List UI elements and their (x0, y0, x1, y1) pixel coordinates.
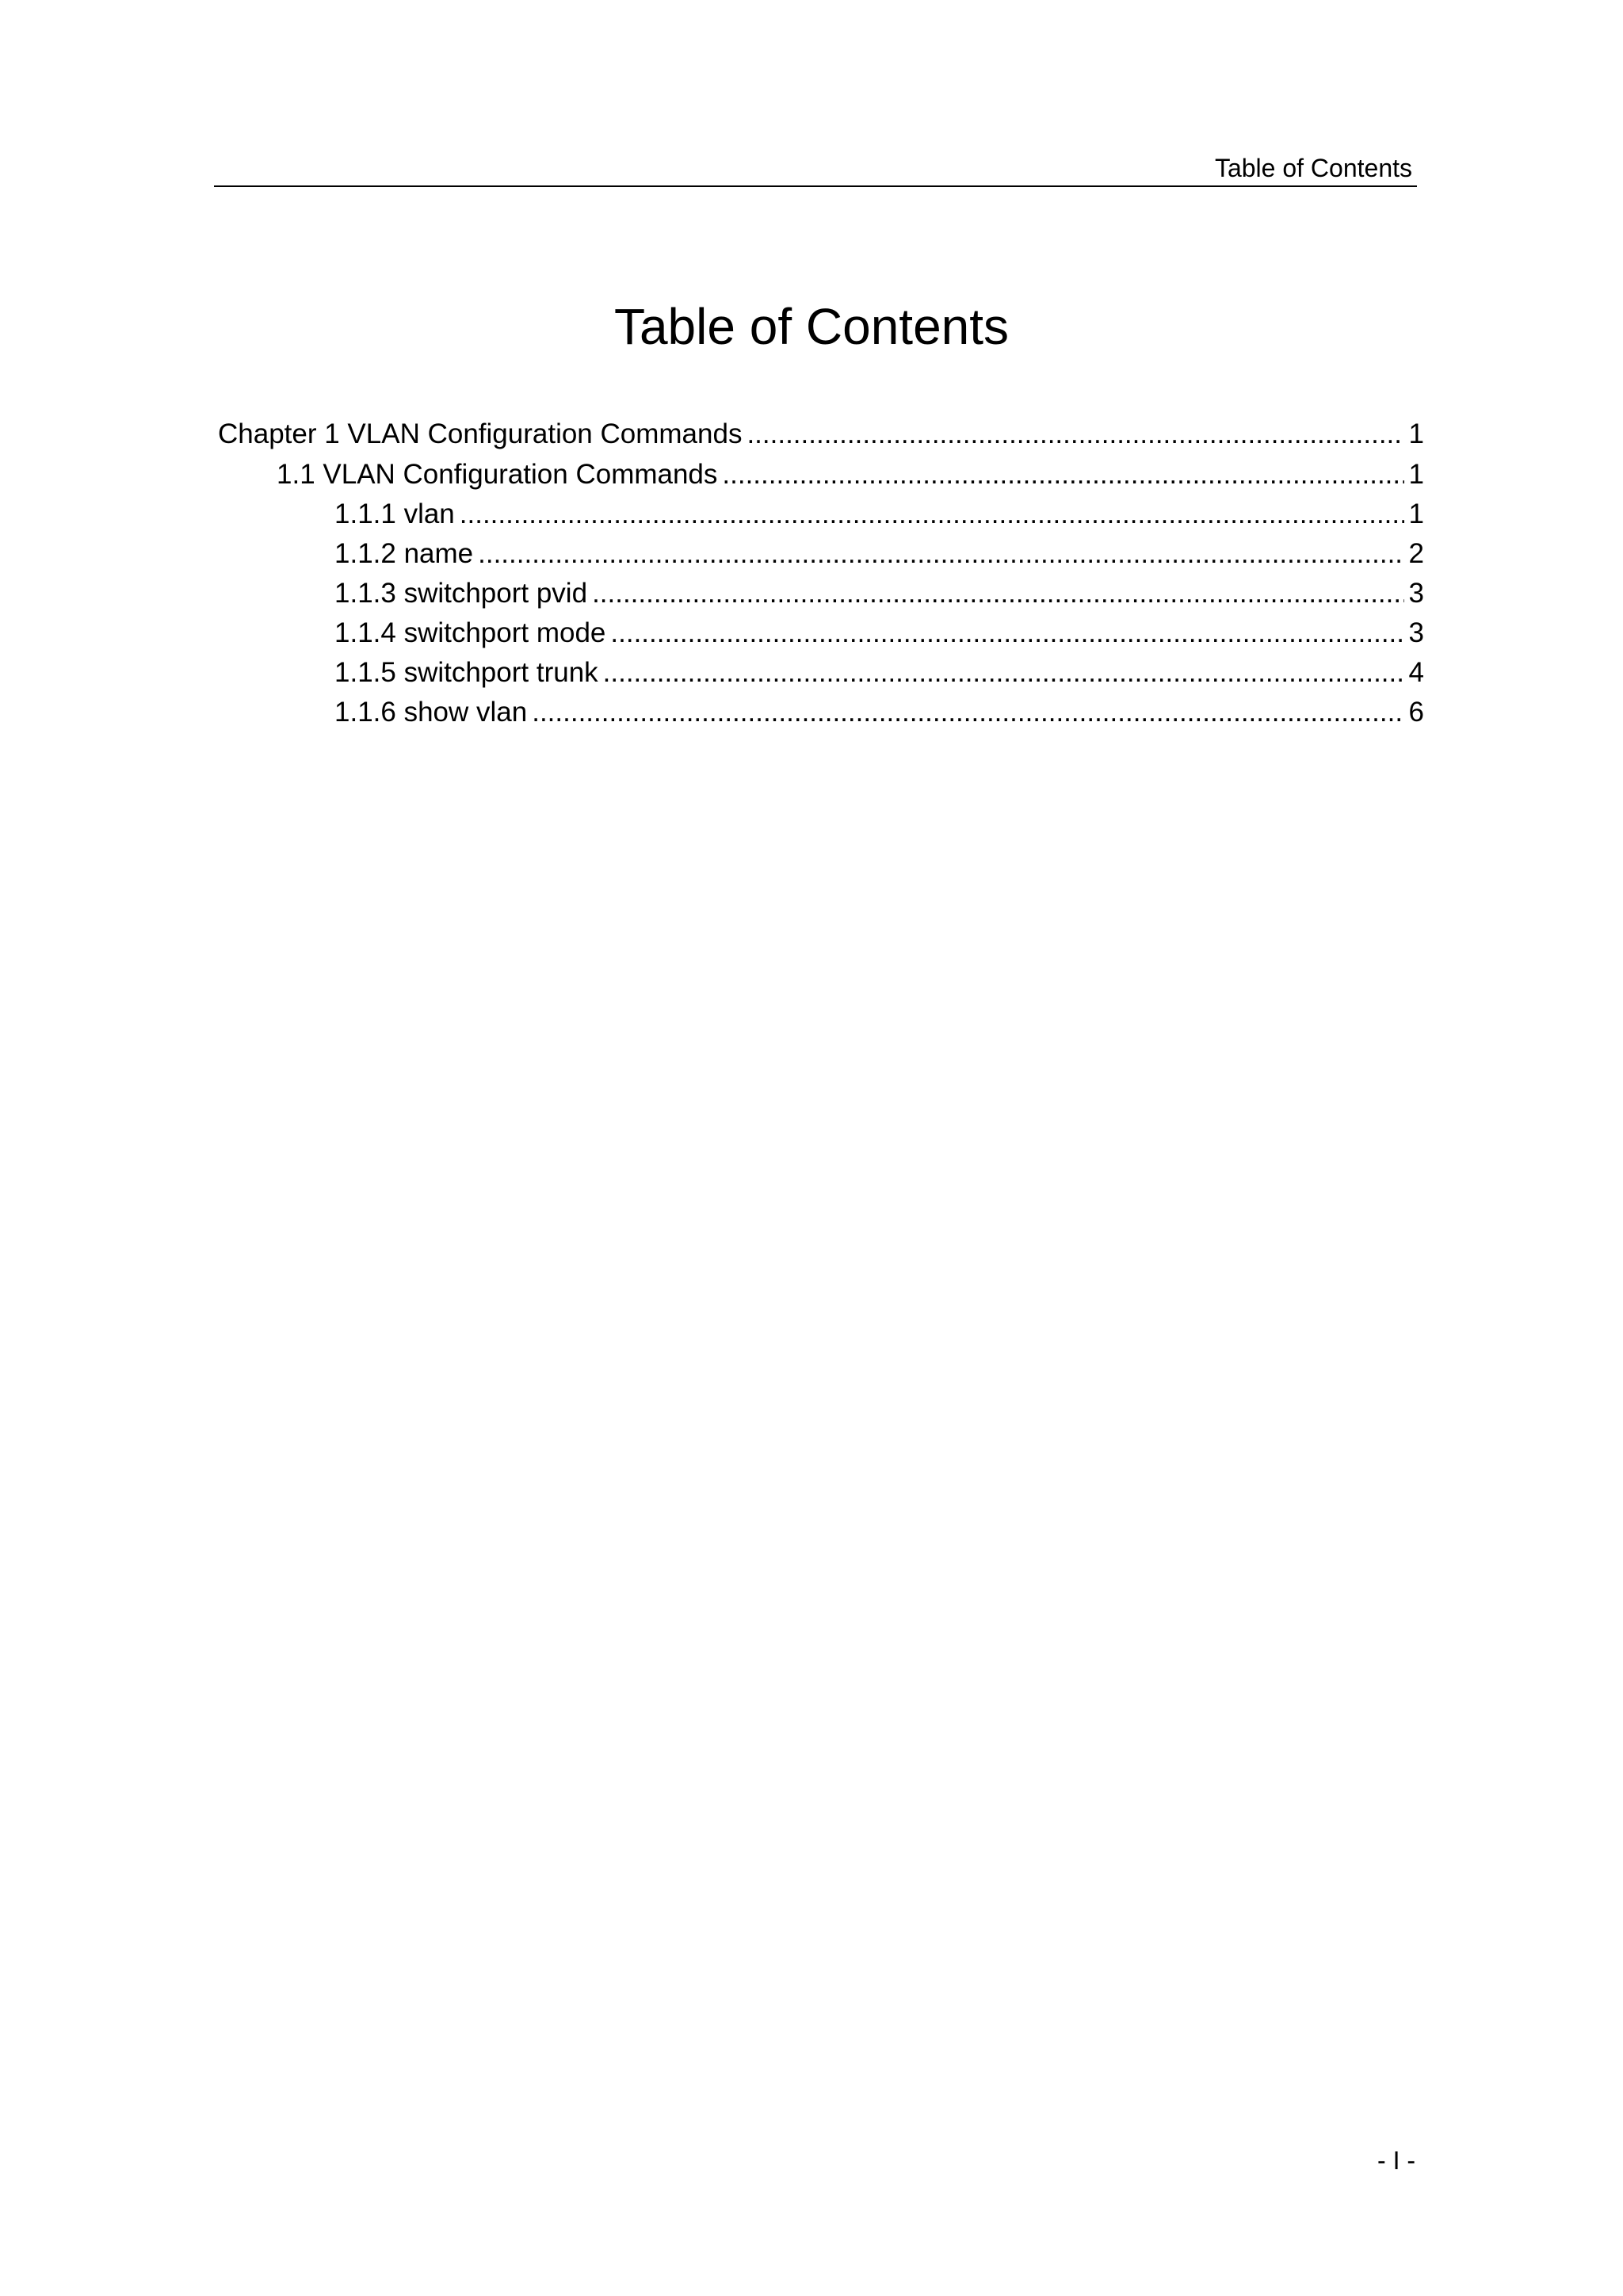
toc-dot-leader (747, 413, 1403, 455)
toc-page-number: 6 (1408, 697, 1424, 728)
toc-entry-switchport-trunk[interactable] (218, 653, 1424, 693)
toc-page-number: 3 (1408, 617, 1424, 648)
toc-entry-text: 1.1 VLAN Configuration Commands (277, 459, 718, 490)
toc-entry-name[interactable] (218, 534, 1424, 574)
toc-entry-chapter-1[interactable] (218, 413, 1424, 455)
toc-dot-leader (603, 653, 1404, 693)
toc-entry-text: 1.1.4 switchport mode (334, 617, 606, 648)
toc-entry-show-vlan[interactable] (218, 693, 1424, 732)
toc-page-number: 1 (1408, 418, 1424, 449)
toc-page-number: 1 (1408, 499, 1424, 529)
toc-entry-text: 1.1.5 switchport trunk (334, 657, 598, 688)
toc-dot-leader (592, 574, 1403, 613)
toc-page-number: 2 (1408, 538, 1424, 569)
toc-page-number: 1 (1408, 459, 1424, 490)
toc-page-number: 4 (1408, 657, 1424, 688)
toc-dot-leader (610, 613, 1403, 653)
toc-entry-text: 1.1.1 vlan (334, 499, 455, 529)
toc-entry-vlan[interactable] (218, 495, 1424, 534)
running-header (214, 151, 1417, 187)
toc-entry-section-1-1[interactable] (218, 455, 1424, 495)
table-of-contents (218, 413, 1424, 732)
toc-dot-leader (722, 455, 1403, 495)
toc-entry-switchport-pvid[interactable] (218, 574, 1424, 613)
running-header-title: Table of Contents (1214, 154, 1412, 182)
toc-dot-leader (532, 693, 1403, 732)
toc-page-number: 3 (1408, 578, 1424, 609)
toc-entry-text: Chapter 1 VLAN Configuration Commands (218, 418, 743, 449)
toc-entry-switchport-mode[interactable] (218, 613, 1424, 653)
page-number-footer: - I - (1377, 2146, 1415, 2175)
toc-dot-leader (460, 495, 1404, 534)
toc-dot-leader (478, 534, 1403, 574)
page-title: Table of Contents (613, 298, 1010, 355)
toc-entry-text: 1.1.6 show vlan (334, 697, 528, 728)
toc-entry-text: 1.1.2 name (334, 538, 474, 569)
toc-entry-text: 1.1.3 switchport pvid (334, 578, 588, 609)
